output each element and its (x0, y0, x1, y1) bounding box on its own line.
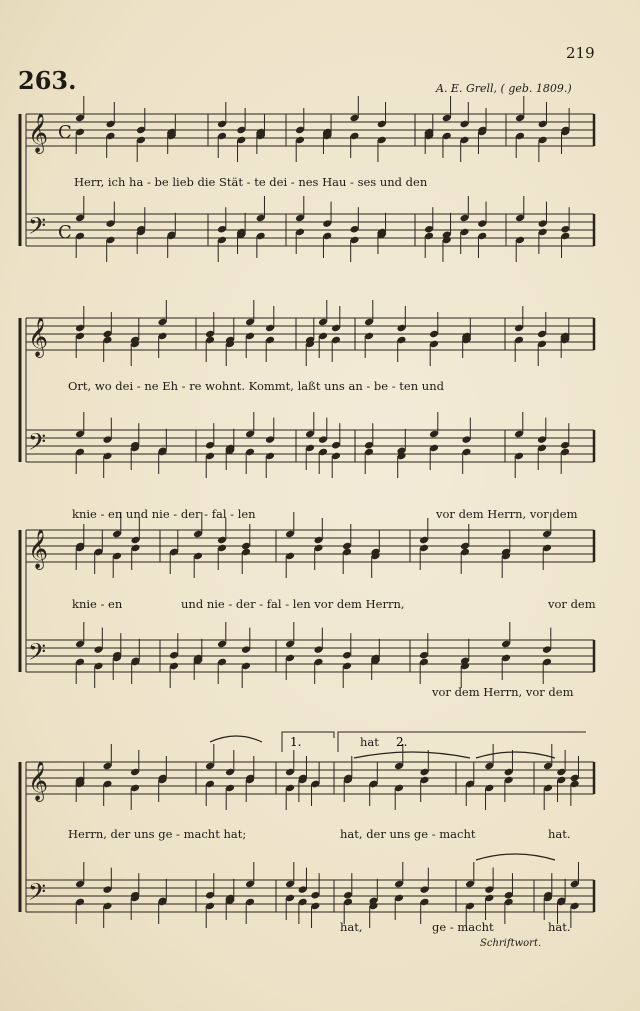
lyrics-line-1: Herr, ich ha - be lieb die Stät - te dei - nes Hau - ses und den (74, 175, 428, 189)
volta-first-label: 1. (290, 735, 302, 749)
lyrics-line-3c: knie - en (72, 597, 123, 611)
svg-text:𝄢: 𝄢 (28, 638, 47, 671)
lyrics-line-4f: ge - macht (432, 920, 494, 934)
page-number: 219 (566, 44, 595, 62)
lyrics-line-4c: hat. (548, 827, 571, 841)
svg-text:𝄢: 𝄢 (28, 878, 47, 911)
svg-text:𝄞: 𝄞 (28, 113, 49, 153)
svg-text:C: C (58, 222, 72, 243)
lyrics-line-4a: Herrn, der uns ge - macht hat; (68, 827, 247, 841)
lyrics-line-4e: hat, (340, 920, 363, 934)
svg-text:𝄞: 𝄞 (28, 761, 49, 801)
svg-text:𝄞: 𝄞 (28, 317, 49, 357)
source-note: Schriftwort. (480, 938, 542, 949)
hymn-number: 263. (18, 66, 77, 95)
volta-second-label: 2. (396, 735, 408, 749)
lyrics-line-3e: vor dem (548, 597, 596, 611)
lyrics-line-3a: knie - en und nie - der - fal - len (72, 507, 256, 521)
lyrics-line-2: Ort, wo dei - ne Eh - re wohnt. Kommt, laßt uns an - be - ten und (68, 379, 444, 393)
lyrics-line-3b: vor dem Herrn, vor dem (436, 507, 578, 521)
lyrics-line-3f: vor dem Herrn, vor dem (432, 685, 574, 699)
lyrics-line-4b: hat, der uns ge - macht (340, 827, 476, 841)
lyrics-volta-hat: hat (360, 735, 379, 749)
svg-text:𝄢: 𝄢 (28, 428, 47, 461)
volta-brackets (290, 735, 407, 749)
svg-text:C: C (58, 122, 72, 143)
composer-credit: A. E. Grell, ( geb. 1809.) (436, 82, 572, 95)
svg-text:𝄢: 𝄢 (28, 212, 47, 245)
svg-text:𝄞: 𝄞 (28, 529, 49, 569)
lyrics-line-4g: hat. (548, 920, 571, 934)
lyrics-line-3d: und nie - der - fal - len vor dem Herrn, (181, 597, 405, 611)
